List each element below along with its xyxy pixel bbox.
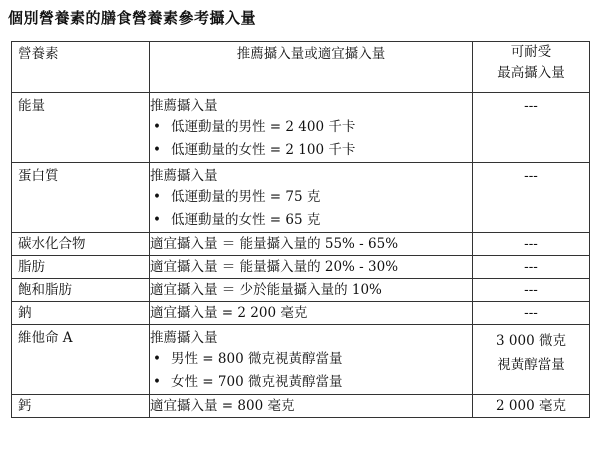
- nutrient-name: 鈣: [18, 398, 32, 414]
- nutrient-name: 蛋白質: [18, 168, 59, 184]
- intake-label: 推薦攝入量: [150, 330, 218, 346]
- upper-limit-cell: [473, 302, 590, 325]
- nutrient-cell: [12, 302, 150, 325]
- nutrient-name: 能量: [18, 98, 45, 114]
- header-intake: 推薦攝入量或適宜攝入量: [150, 42, 473, 93]
- intake-cell: [150, 93, 473, 163]
- list-item: [150, 186, 472, 209]
- bullet-icon: •: [153, 374, 161, 390]
- nutrient-cell: [12, 279, 150, 302]
- header-nutrient: 營養素: [12, 42, 150, 93]
- intake-cell: [150, 233, 473, 256]
- upper-limit-value: ---: [524, 168, 538, 184]
- intake-cell: [150, 279, 473, 302]
- nutrient-cell: [12, 163, 150, 233]
- bullet-text: 低運動量的男性 = 2 400 千卡: [171, 119, 356, 135]
- intake-label: 適宜攝入量 = 2 200 毫克: [150, 305, 308, 321]
- list-item: [150, 209, 472, 232]
- nutrient-cell: [12, 325, 150, 395]
- table-row: [12, 163, 590, 233]
- bullet-icon: •: [153, 212, 161, 228]
- page-title: 個別營養素的膳食營養素參考攝入量: [8, 9, 257, 27]
- table-row: [12, 93, 590, 163]
- intake-bullet-list: [150, 348, 472, 394]
- bullet-text: 低運動量的女性 = 65 克: [171, 212, 321, 228]
- upper-limit-value: ---: [524, 282, 538, 298]
- bullet-icon: •: [153, 119, 161, 135]
- intake-label: 適宜攝入量 ＝ 少於能量攝入量的 10%: [150, 282, 382, 298]
- bullet-text: 低運動量的女性 = 2 100 千卡: [171, 142, 356, 158]
- table-row: [12, 395, 590, 418]
- upper-limit-value: ---: [524, 236, 538, 252]
- bullet-icon: •: [153, 189, 161, 205]
- list-item: [150, 348, 472, 371]
- nutrient-cell: [12, 256, 150, 279]
- intake-cell: [150, 325, 473, 395]
- upper-limit-value: 2 000 毫克: [496, 398, 566, 414]
- intake-cell: [150, 256, 473, 279]
- upper-limit-line2: 視黃醇當量: [497, 357, 565, 373]
- upper-limit-value: ---: [524, 305, 538, 321]
- table-row: [12, 302, 590, 325]
- nutrient-name: 碳水化合物: [18, 236, 86, 252]
- upper-limit-line1: 3 000 微克: [496, 333, 566, 349]
- header-upper-line2: 最高攝入量: [497, 65, 565, 81]
- nutrient-name: 飽和脂肪: [18, 282, 72, 298]
- list-item: [150, 371, 472, 394]
- nutrient-intake-table: [11, 41, 590, 418]
- upper-limit-cell: [473, 256, 590, 279]
- intake-bullet-list: [150, 186, 472, 232]
- intake-cell: [150, 395, 473, 418]
- upper-limit-cell: [473, 395, 590, 418]
- upper-limit-cell: [473, 233, 590, 256]
- nutrient-cell: [12, 93, 150, 163]
- upper-limit-cell: [473, 279, 590, 302]
- table-row: [12, 256, 590, 279]
- upper-limit-cell: [473, 325, 590, 395]
- nutrient-cell: [12, 395, 150, 418]
- upper-limit-value: ---: [524, 98, 538, 114]
- header-upper-line1: 可耐受: [510, 44, 552, 60]
- intake-label: 適宜攝入量 ＝ 能量攝入量的 20% - 30%: [150, 259, 399, 275]
- intake-label: 推薦攝入量: [150, 98, 218, 114]
- intake-cell: [150, 302, 473, 325]
- intake-label: 推薦攝入量: [150, 168, 218, 184]
- table-row: [12, 325, 590, 395]
- nutrient-name: 脂肪: [18, 259, 45, 275]
- nutrient-name: 維他命 A: [18, 330, 73, 346]
- upper-limit-cell: [473, 93, 590, 163]
- intake-cell: [150, 163, 473, 233]
- upper-limit-value: [473, 325, 589, 377]
- bullet-text: 女性 = 700 微克視黃醇當量: [171, 374, 343, 390]
- table-header-row: [12, 42, 590, 93]
- bullet-icon: •: [153, 351, 161, 367]
- upper-limit-cell: [473, 163, 590, 233]
- intake-label: 適宜攝入量 = 800 毫克: [150, 398, 295, 414]
- bullet-icon: •: [153, 142, 161, 158]
- intake-bullet-list: [150, 116, 472, 162]
- header-upper-limit: [473, 42, 590, 93]
- nutrient-name: 鈉: [18, 305, 32, 321]
- table-row: [12, 233, 590, 256]
- list-item: [150, 139, 472, 162]
- bullet-text: 低運動量的男性 = 75 克: [171, 189, 321, 205]
- list-item: [150, 116, 472, 139]
- nutrient-cell: [12, 233, 150, 256]
- table-row: [12, 279, 590, 302]
- bullet-text: 男性 = 800 微克視黃醇當量: [171, 351, 343, 367]
- intake-label: 適宜攝入量 ＝ 能量攝入量的 55% - 65%: [150, 236, 399, 252]
- upper-limit-value: ---: [524, 259, 538, 275]
